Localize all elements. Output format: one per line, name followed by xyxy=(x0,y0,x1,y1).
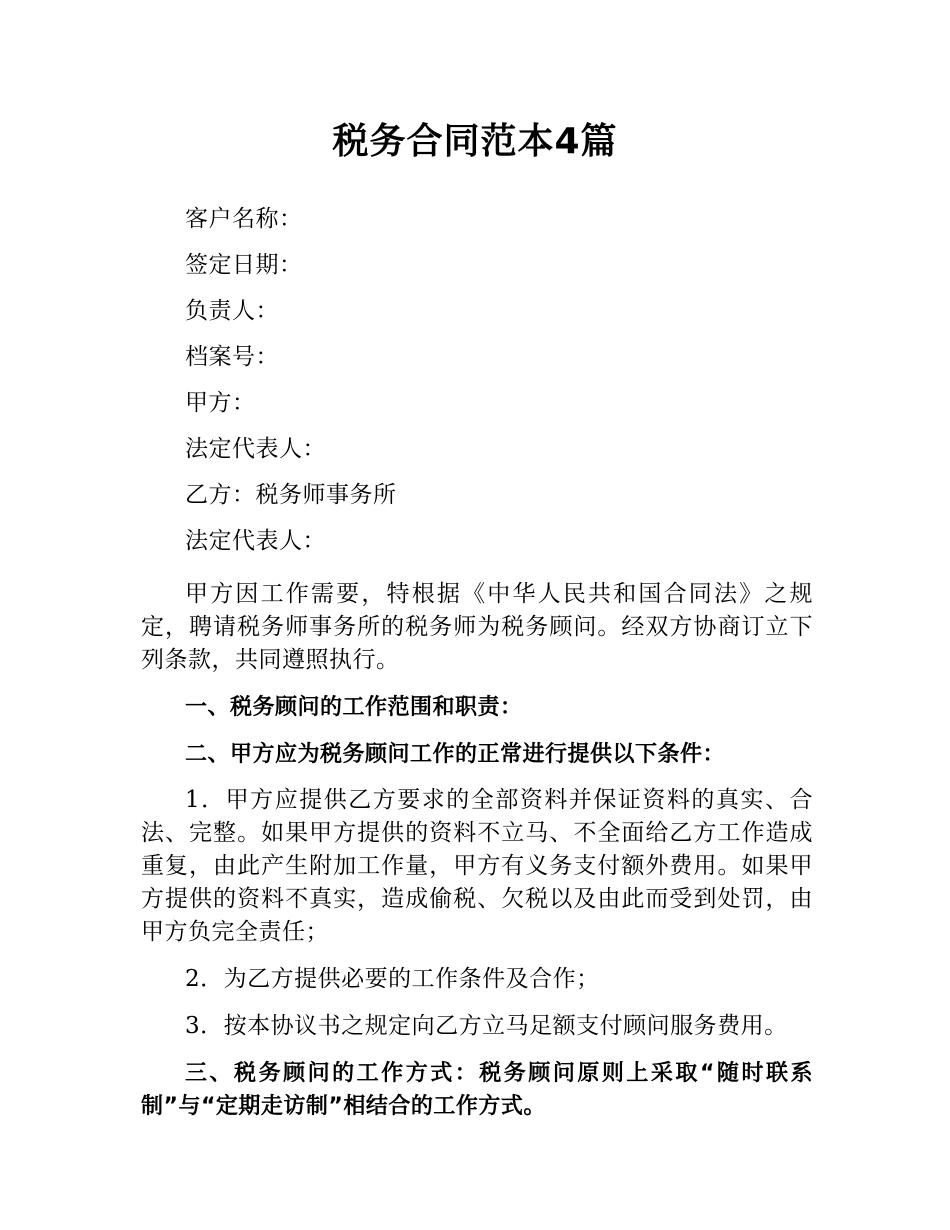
paragraph-intro: 甲方因工作需要，特根据《中华人民共和国合同法》之规定，聘请税务师事务所的税务师为税务顾问。经双方协商订立下列条款，共同遵照执行。 xyxy=(141,581,813,673)
section-heading-3: 三、税务顾问的工作方式：税务顾问原则上采取“随时联系制”与“定期走访制”相结合的工作方式。 xyxy=(141,1061,813,1119)
clause-1: 1．甲方应提供乙方要求的全部资料并保证资料的真实、合法、完整。如果甲方提供的资料不立马、不全面给乙方工作造成重复，由此产生附加工作量，甲方有义务支付额外费用。如果甲方提供的资料不真实，造成偷税、欠税以及由此而受到处罚，由甲方负完全责任； xyxy=(141,787,813,945)
section-heading-2: 二、甲方应为税务顾问工作的正常进行提供以下条件： xyxy=(185,742,726,767)
field-file-number: 档案号： xyxy=(185,344,279,370)
field-client-name: 客户名称： xyxy=(185,206,303,232)
field-party-a: 甲方： xyxy=(185,390,256,416)
field-responsible-person: 负责人： xyxy=(185,298,279,324)
clause-2: 2．为乙方提供必要的工作条件及合作； xyxy=(185,966,600,992)
document-title: 税务合同范本4篇 xyxy=(332,121,618,162)
field-party-a-representative: 法定代表人： xyxy=(185,436,326,462)
document-body xyxy=(141,196,813,1123)
section-heading-1: 一、税务顾问的工作范围和职责： xyxy=(185,695,523,720)
clause-3: 3．按本协议书之规定向乙方立马足额支付顾问服务费用。 xyxy=(185,1013,788,1039)
field-sign-date: 签定日期： xyxy=(185,252,303,278)
field-party-b-representative: 法定代表人： xyxy=(185,528,326,554)
field-party-b: 乙方：税务师事务所 xyxy=(185,482,397,508)
